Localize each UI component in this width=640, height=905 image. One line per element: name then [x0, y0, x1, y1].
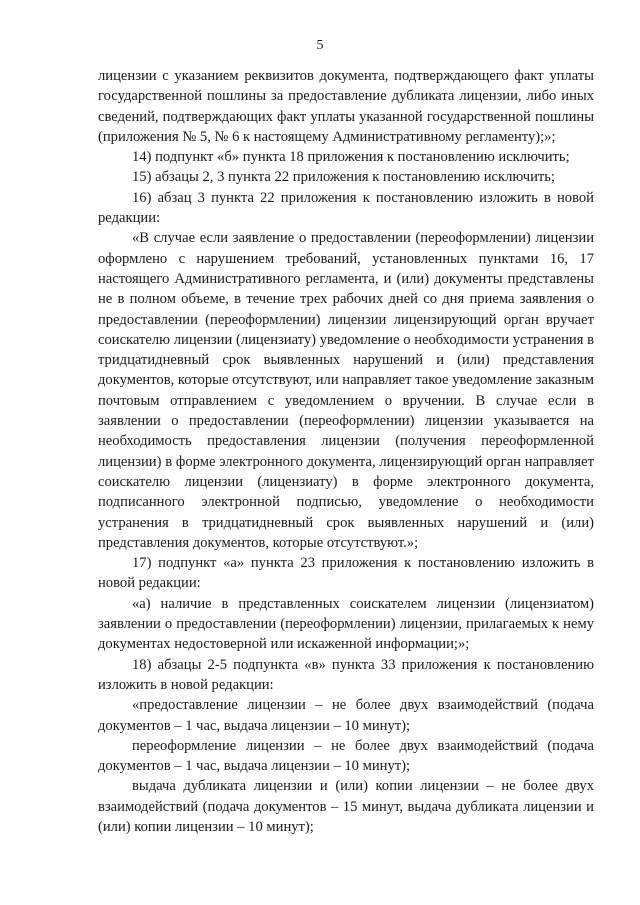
page-number: 5: [316, 38, 324, 53]
document-body: [98, 66, 594, 837]
paragraph-quote-licensing: «предоставление лицензии – не более двух взаимодействий (подача документов – 1 час, выдача лицензии – 10 минут);: [98, 697, 594, 734]
paragraph-quote-duplicate: выдача дубликата лицензии и (или) копии лицензии – не более двух взаимодействий (подача документов – 15 минут, выдача дубликата лицензии и (или) копии лицензии – 10 минут);: [98, 778, 594, 835]
paragraph-item-16: 16) абзац 3 пункта 22 приложения к постановлению изложить в новой редакции:: [98, 189, 594, 227]
paragraph-quote-item-16: «В случае если заявление о предоставлении (переоформлении) лицензии оформлено с нарушением требований, установленных пунктами 16, 17 настоящего Административного регламента, и (или) документы представлены не в полном объеме, в течение трех рабочих дней со дня приема заявления о предоставлении (переоформлении) лицензии лицензирующий орган вручает соискателю лицензии (лицензиату) уведомление о необходимости устранения в тридцатидневный срок выявленных нарушений и (или) представления документов, которые отсутствуют, или направляет такое уведомление заказным почтовым отправлением с уведомлением о вручении. В случае если в заявлении о предоставлении (переоформлении) лицензии указывается на необходимость предоставления лицензии (получения переоформленной лицензии) в форме электронного документа, лицензирующий орган направляет соискателю лицензии (лицензиату) в форме электронного документа, подписанного электронной подписью, уведомление о необходимости устранения в тридцатидневный срок выявленных нарушений и (или) представления документов, которые отсутствуют.»;: [98, 230, 594, 551]
paragraph-item-14: 14) подпункт «б» пункта 18 приложения к постановлению исключить;: [132, 149, 570, 166]
paragraph-item-15: 15) абзацы 2, 3 пункта 22 приложения к постановлению исключить;: [132, 169, 555, 186]
paragraph-item-18: 18) абзацы 2-5 подпункта «в» пункта 33 приложения к постановлению изложить в новой редакции:: [98, 656, 594, 693]
paragraph-continuation: лицензии с указанием реквизитов документа, подтверждающего факт уплаты государственной пошлины за предоставление дубликата лицензии, либо иных сведений, подтверждающих факт уплаты указанной государственной пошлины (приложения № 5, № 6 к настоящему Административному регламенту);»;: [98, 68, 594, 145]
paragraph-quote-reissue: переоформление лицензии – не более двух взаимодействий (подача документов – 1 час, выдача лицензии – 10 минут);: [98, 737, 594, 775]
paragraph-quote-item-17: «а) наличие в представленных соискателем лицензии (лицензиатом) заявлении о предоставлении (переоформлении) лицензии, прилагаемых к нему документах недостоверной или искаженной информации;»;: [98, 595, 594, 653]
paragraph-item-17: 17) подпункт «а» пункта 23 приложения к постановлению изложить в новой редакции:: [98, 555, 594, 592]
